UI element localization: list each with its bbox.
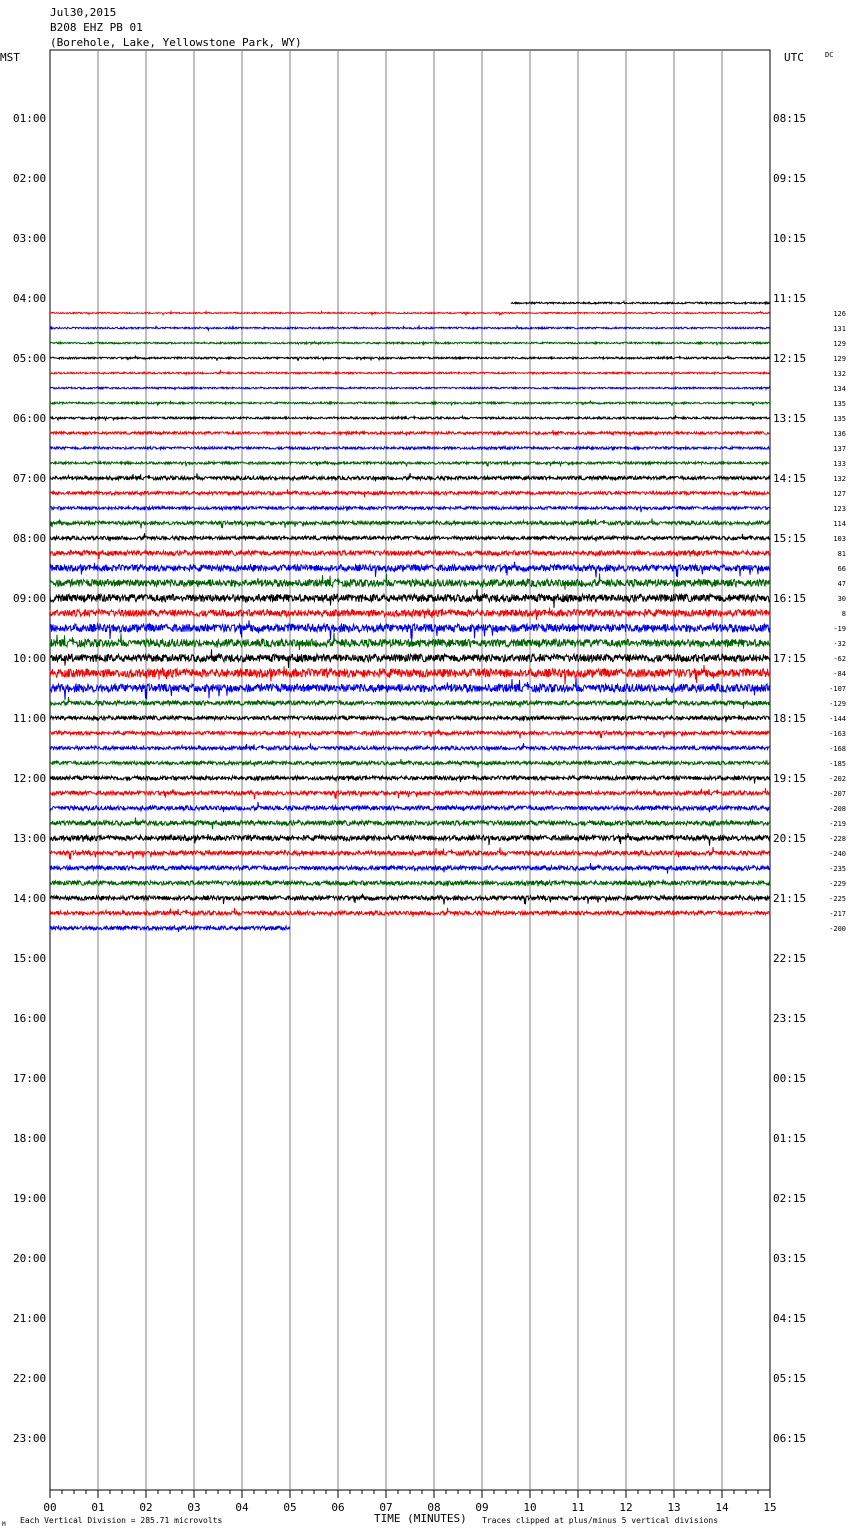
hour-label-local: 08:00 xyxy=(13,532,47,545)
hour-label-local: 17:00 xyxy=(13,1072,47,1085)
hour-label-local: 02:00 xyxy=(13,172,47,185)
x-tick-label: 05 xyxy=(283,1501,297,1514)
trace-line-14 xyxy=(50,506,770,512)
hour-label-local: 22:00 xyxy=(13,1372,47,1385)
trace-line-3 xyxy=(50,342,770,346)
hour-label-local: 06:00 xyxy=(13,412,47,425)
trace-line-30 xyxy=(50,743,770,751)
trace-line-39 xyxy=(50,880,770,888)
trace-line-20 xyxy=(50,589,770,608)
trace-line-37 xyxy=(50,847,770,859)
x-tick-label: 07 xyxy=(379,1501,393,1514)
trace-mean-value: -185 xyxy=(829,760,846,768)
trace-mean-value: 114 xyxy=(833,520,846,528)
trace-line-27 xyxy=(50,697,770,709)
trace-line-9 xyxy=(50,430,770,436)
trace-mean-value: 135 xyxy=(833,400,846,408)
x-tick-label: 14 xyxy=(715,1501,729,1514)
hour-label-utc: 12:15 xyxy=(773,352,807,365)
trace-mean-value: 81 xyxy=(837,550,846,558)
trace-line-21 xyxy=(50,608,770,620)
trace-line-28 xyxy=(50,715,770,722)
hour-label-utc: 20:15 xyxy=(773,832,807,845)
trace-mean-value: 126 xyxy=(833,310,846,318)
trace-line-24 xyxy=(50,649,770,668)
hour-label-local: 07:00 xyxy=(13,472,47,485)
trace-line-32 xyxy=(50,775,770,784)
trace-line-5 xyxy=(50,371,770,375)
trace-line-15 xyxy=(50,518,770,528)
trace-line-19 xyxy=(50,573,770,589)
hour-label-local: 21:00 xyxy=(13,1312,47,1325)
x-tick-label: 08 xyxy=(427,1501,441,1514)
hour-label-utc: 09:15 xyxy=(773,172,807,185)
hour-label-utc: 21:15 xyxy=(773,892,807,905)
hour-label-utc: 19:15 xyxy=(773,772,807,785)
hour-label-utc: 23:15 xyxy=(773,1012,807,1025)
trace-line-25 xyxy=(50,665,770,685)
x-tick-label: 00 xyxy=(43,1501,57,1514)
trace-mean-value: 66 xyxy=(837,565,846,573)
trace-mean-value: -217 xyxy=(829,910,846,918)
seismic-traces xyxy=(50,301,770,932)
trace-line-13 xyxy=(50,489,770,497)
hour-label-utc: 08:15 xyxy=(773,112,807,125)
trace-line-2 xyxy=(50,326,770,330)
hour-label-utc: 11:15 xyxy=(773,292,807,305)
hour-label-local: 19:00 xyxy=(13,1192,47,1205)
footer-mark: M xyxy=(2,1521,6,1528)
hour-label-local: 13:00 xyxy=(13,832,47,845)
trace-line-22 xyxy=(50,620,770,639)
hour-label-utc: 16:15 xyxy=(773,592,807,605)
hour-label-utc: 01:15 xyxy=(773,1132,807,1145)
hour-label-utc: 22:15 xyxy=(773,952,807,965)
x-tick-label: 01 xyxy=(91,1501,105,1514)
hour-label-utc: 14:15 xyxy=(773,472,807,485)
trace-mean-value: 131 xyxy=(833,325,846,333)
trace-line-1 xyxy=(50,311,770,314)
hour-label-utc: 05:15 xyxy=(773,1372,807,1385)
hour-label-local: 23:00 xyxy=(13,1432,47,1445)
hour-label-utc: 00:15 xyxy=(773,1072,807,1085)
x-tick-label: 11 xyxy=(571,1501,585,1514)
hour-label-utc: 17:15 xyxy=(773,652,807,665)
trace-mean-values xyxy=(829,310,846,933)
hour-label-local: 03:00 xyxy=(13,232,47,245)
hour-label-utc: 13:15 xyxy=(773,412,807,425)
trace-line-16 xyxy=(50,533,770,541)
hour-label-local: 12:00 xyxy=(13,772,47,785)
hour-label-local: 15:00 xyxy=(13,952,47,965)
x-tick-label: 02 xyxy=(139,1501,153,1514)
trace-line-6 xyxy=(50,386,770,390)
trace-line-4 xyxy=(50,356,770,361)
x-tick-label: 04 xyxy=(235,1501,249,1514)
x-tick-label: 12 xyxy=(619,1501,633,1514)
trace-line-10 xyxy=(50,446,770,450)
hour-label-utc: 10:15 xyxy=(773,232,807,245)
trace-line-42 xyxy=(50,926,290,932)
trace-mean-value: 133 xyxy=(833,460,846,468)
hour-label-local: 20:00 xyxy=(13,1252,47,1265)
corner-tag: DC xyxy=(825,51,834,59)
hour-label-local: 05:00 xyxy=(13,352,47,365)
trace-line-35 xyxy=(50,818,770,830)
trace-line-0 xyxy=(511,301,770,304)
trace-line-7 xyxy=(50,401,770,405)
trace-mean-value: 132 xyxy=(833,370,846,378)
trace-line-26 xyxy=(50,678,770,700)
x-tick-label: 06 xyxy=(331,1501,345,1514)
trace-mean-value: -219 xyxy=(829,820,846,828)
trace-mean-value: 129 xyxy=(833,355,846,363)
trace-mean-value: -107 xyxy=(829,685,846,693)
hour-label-utc: 06:15 xyxy=(773,1432,807,1445)
plot-frame xyxy=(50,50,770,1490)
hour-label-local: 09:00 xyxy=(13,592,47,605)
trace-mean-value: -168 xyxy=(829,745,846,753)
header-date: Jul30,2015 xyxy=(50,6,117,19)
x-axis xyxy=(43,1490,776,1514)
trace-mean-value: -202 xyxy=(829,775,846,783)
trace-line-36 xyxy=(50,833,770,846)
x-tick-label: 10 xyxy=(523,1501,537,1514)
trace-mean-value: 137 xyxy=(833,445,846,453)
hour-label-local: 04:00 xyxy=(13,292,47,305)
trace-line-11 xyxy=(50,461,770,467)
trace-line-17 xyxy=(50,550,770,559)
trace-line-38 xyxy=(50,863,770,874)
hour-label-utc: 18:15 xyxy=(773,712,807,725)
trace-mean-value: -235 xyxy=(829,865,846,873)
trace-line-29 xyxy=(50,730,770,739)
right-timezone-label: UTC xyxy=(784,51,804,64)
hour-label-utc: 02:15 xyxy=(773,1192,807,1205)
hour-label-utc: 03:15 xyxy=(773,1252,807,1265)
header-location: (Borehole, Lake, Yellowstone Park, WY) xyxy=(50,36,302,49)
trace-mean-value: 103 xyxy=(833,535,846,543)
local-hour-labels xyxy=(13,112,46,1445)
trace-line-40 xyxy=(50,894,770,905)
trace-mean-value: -144 xyxy=(829,715,846,723)
hour-label-local: 16:00 xyxy=(13,1012,47,1025)
trace-line-34 xyxy=(50,802,770,812)
trace-mean-value: -229 xyxy=(829,880,846,888)
trace-mean-value: -62 xyxy=(833,655,846,663)
trace-mean-value: -19 xyxy=(833,625,846,633)
hour-label-local: 11:00 xyxy=(13,712,47,725)
hour-label-local: 10:00 xyxy=(13,652,47,665)
trace-mean-value: -225 xyxy=(829,895,846,903)
trace-mean-value: -208 xyxy=(829,805,846,813)
left-timezone-label: MST xyxy=(0,51,20,64)
footer-clip-note: Traces clipped at plus/minus 5 vertical divisions xyxy=(482,1516,719,1525)
hour-label-local: 14:00 xyxy=(13,892,47,905)
trace-mean-value: 123 xyxy=(833,505,846,513)
trace-mean-value: -240 xyxy=(829,850,846,858)
trace-mean-value: 8 xyxy=(841,610,846,618)
x-tick-label: 03 xyxy=(187,1501,201,1514)
trace-mean-value: 30 xyxy=(837,595,846,603)
trace-mean-value: 127 xyxy=(833,490,846,498)
trace-mean-value: -207 xyxy=(829,790,846,798)
trace-mean-value: 47 xyxy=(837,580,846,588)
trace-mean-value: 135 xyxy=(833,415,846,423)
trace-mean-value: 129 xyxy=(833,340,846,348)
trace-line-18 xyxy=(50,562,770,578)
header-station: B208 EHZ PB 01 xyxy=(50,21,143,34)
trace-line-33 xyxy=(50,788,770,799)
trace-mean-value: -129 xyxy=(829,700,846,708)
x-tick-label: 09 xyxy=(475,1501,489,1514)
x-axis-title: TIME (MINUTES) xyxy=(374,1512,467,1525)
trace-line-12 xyxy=(50,473,770,481)
trace-mean-value: -84 xyxy=(833,670,846,678)
trace-line-23 xyxy=(50,633,770,650)
hour-label-utc: 04:15 xyxy=(773,1312,807,1325)
trace-mean-value: 132 xyxy=(833,475,846,483)
footer-scale: Each Vertical Division = 285.71 microvolts xyxy=(20,1516,223,1525)
trace-line-8 xyxy=(50,415,770,420)
trace-line-41 xyxy=(50,908,770,917)
minute-gridlines xyxy=(98,50,722,1490)
x-tick-label: 13 xyxy=(667,1501,681,1514)
utc-hour-labels xyxy=(773,112,806,1445)
trace-mean-value: -32 xyxy=(833,640,846,648)
trace-mean-value: 136 xyxy=(833,430,846,438)
hour-label-local: 01:00 xyxy=(13,112,47,125)
trace-line-31 xyxy=(50,759,770,768)
hour-label-utc: 15:15 xyxy=(773,532,807,545)
trace-mean-value: -163 xyxy=(829,730,846,738)
trace-mean-value: -228 xyxy=(829,835,846,843)
x-tick-label: 15 xyxy=(763,1501,777,1514)
trace-mean-value: -200 xyxy=(829,925,846,933)
hour-label-local: 18:00 xyxy=(13,1132,47,1145)
trace-mean-value: 134 xyxy=(833,385,846,393)
